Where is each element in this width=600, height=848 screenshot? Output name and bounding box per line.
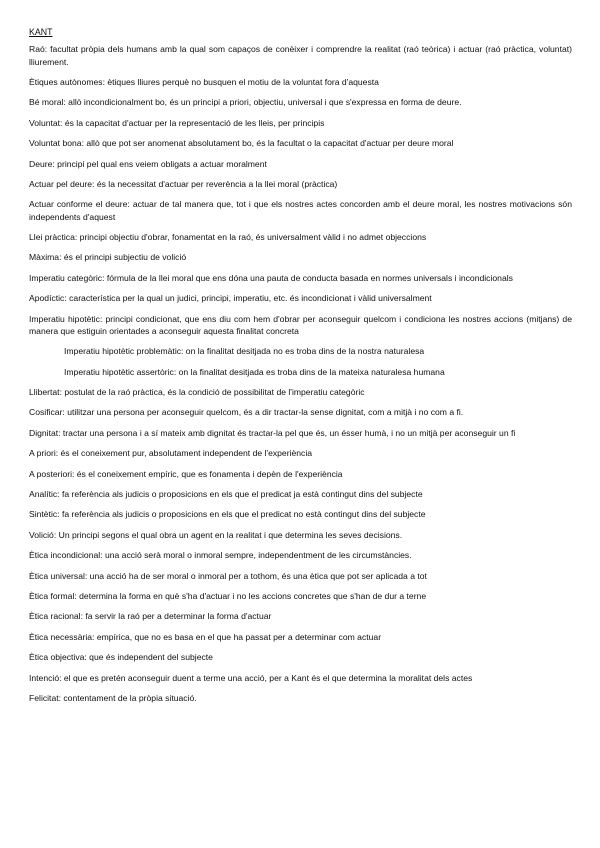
definition-entry: Ètica universal: una acció ha de ser moral o inmoral per a tothom, és una ètica que pot ser aplicada a tot: [29, 570, 427, 581]
definition-entry: Intenció: el que es pretén aconseguir duent a terme una acció, per a Kant és el que determina la moralitat dels actes: [29, 672, 473, 683]
definition-entry: Ètiques autònomes: ètiques lliures perquè no busquen el motiu de la voluntat fora d'aquesta: [29, 76, 379, 87]
definition-entry: A posteriori: és el coneixement empíric, que es fonamenta i depèn de l'experiència: [29, 468, 343, 479]
definition-entry: Actuar pel deure: és la necessitat d'actuar per reverència a la llei moral (pràctica): [29, 178, 338, 189]
sub-definition-entry: Imperatiu hipotètic problemàtic: on la finalitat desitjada no es troba dins de la nostra naturalesa: [64, 346, 425, 357]
sub-definition-entry: Imperatiu hipotètic assertòric: on la finalitat desitjada es troba dins de la mateixa naturalesa humana: [64, 366, 445, 377]
definition-entry: Ètica racional: fa servir la raó per a determinar la forma d'actuar: [29, 611, 272, 622]
document-page: [29, 26, 572, 712]
definition-entry: Màxima: és el principi subjectiu de volició: [29, 252, 187, 263]
definition-entry: Volició: Un principi segons el qual obra un agent en la realitat i que determina les seves decisions.: [29, 529, 403, 540]
definition-entry: Ètica incondicional: una acció serà moral o inmoral sempre, independentment de les circumstàncies.: [29, 550, 412, 561]
definition-entry: Imperatiu categòric: fórmula de la llei moral que ens dóna una pauta de conducta basada en normes universals i incondicionals: [29, 272, 513, 283]
definition-entry: Ètica objectiva: que és independent del subjecte: [29, 652, 213, 663]
definition-entry: Voluntat bona: allò que pot ser anomenat absolutament bo, és la facultat o la capacitat d'actuar per deure moral: [29, 138, 454, 149]
definition-entry: Bé moral: allò incondicionalment bo, és un principi a priori, objectiu, universal i que s'expressa en forma de deure.: [29, 97, 462, 108]
definition-entry: Raó: facultat pròpia dels humans amb la qual som capaços de conèixer i comprendre la realitat (raó teòrica) i actuar (raó pràctica, voluntat) lliurement.: [29, 44, 572, 67]
definition-entry: Llei pràctica: principi objectiu d'obrar, fonamentat en la raó, és universalment vàlid i no admet objeccions: [29, 232, 427, 243]
definition-entry: Cosificar: utilitzar una persona per aconseguir quelcom, és a dir tractar-la sense dignitat, com a mitjà i no com a fi.: [29, 407, 464, 418]
definition-entry: Imperatiu hipotètic: principi condicionat, que ens diu com hem d'obrar per aconseguir quelcom i condiciona les nostres accions (mitjans) de manera que estiguin orientades a aconseguir aquesta finalitat concreta: [29, 313, 572, 336]
definition-entry: Deure: principi pel qual ens veiem obligats a actuar moralment: [29, 158, 267, 169]
definition-entry: Felicitat: contentament de la pròpia situació.: [29, 692, 197, 703]
document-title: KANT: [29, 27, 53, 37]
definition-entry: Ètica necessària: empírica, que no es basa en el que ha passat per a determinar com actuar: [29, 631, 382, 642]
definition-entry: Analític: fa referència als judicis o proposicions en els que el predicat ja està contingut dins del subjecte: [29, 489, 423, 499]
definition-entry: Apodíctic: característica per la qual un judici, principi, imperatiu, etc. és incondicionat i vàlid universalment: [29, 293, 432, 304]
definition-entry: Actuar conforme el deure: actuar de tal manera que, tot i que els nostres actes concorden amb el deure moral, les nostres motivacions són independents d'aquest: [29, 199, 572, 222]
definition-entry: Ètica formal: determina la forma en què s'ha d'actuar i no les accions concretes que s'han de dur a terne: [29, 590, 427, 601]
definition-entry: Llibertat: postulat de la raó pràctica, és la condició de possibilitat de l'imperatiu categòric: [29, 387, 365, 398]
definition-entry: A priori: és el coneixement pur, absolutament independent de l'experiència: [29, 448, 313, 459]
definition-entry: Sintètic: fa referència als judicis o proposicions en els que el predicat no està contingut dins del subjecte: [29, 509, 426, 520]
definition-entry: Voluntat: és la capacitat d'actuar per la representació de les lleis, per principis: [29, 117, 325, 128]
definition-entry: Dignitat: tractar una persona i a sí mateix amb dignitat és tractar-la pel que és, un ésser humà, i no un mitjà per aconseguir un fi: [29, 427, 516, 438]
